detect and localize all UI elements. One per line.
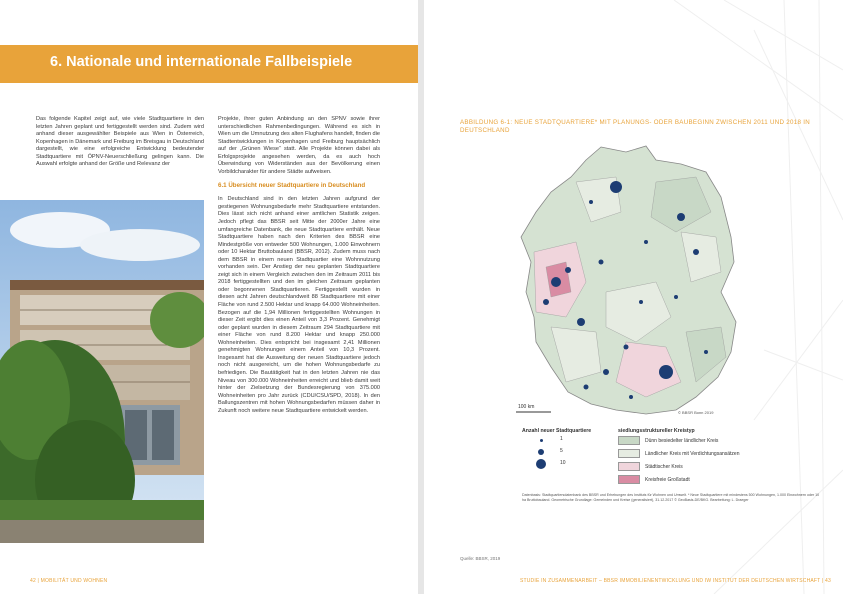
legend-type-row xyxy=(618,449,838,460)
legend-size-label: 10 xyxy=(560,460,566,466)
map-copyright: © BBSR Bonn 2019 xyxy=(678,410,714,415)
chapter-heading: 6. Nationale und internationale Fallbeispiele xyxy=(50,54,353,70)
legend-swatch xyxy=(618,475,640,484)
legend-count-title: Anzahl neuer Stadtquartiere xyxy=(522,428,592,434)
legend-type-row xyxy=(618,475,838,486)
city-marker xyxy=(693,249,699,255)
footer-right: STUDIE IN ZUSAMMENARBEIT – BBSR IMMOBILIENENTWICKLUNG UND IW INSTITUT DER DEUTSCHEN WIRTSCHAFT | 43 xyxy=(519,578,831,584)
city-marker xyxy=(677,213,685,221)
city-marker xyxy=(599,260,604,265)
legend-type-label: Kreisfreie Großstadt xyxy=(645,477,690,483)
city-marker xyxy=(551,277,561,287)
legend-type-label: Ländlicher Kreis mit Verdichtungsansätzen xyxy=(645,451,740,457)
city-marker xyxy=(565,267,571,273)
city-marker xyxy=(644,240,648,244)
city-marker xyxy=(603,369,609,375)
legend-swatch xyxy=(618,449,640,458)
city-marker xyxy=(629,395,633,399)
city-marker xyxy=(674,295,678,299)
legend-size-label: 5 xyxy=(560,448,563,454)
body-paragraph: In Deutschland sind in den letzten Jahren aufgrund der gestiegenen Wohnungsbedarfe mehr Stadtquartiere entstanden. Dies lässt sich nicht anhand einer amtlichen Statistik zeigen. Jedoch pflegt das BBSR seit Mitte der 2000er Jahre eine umfangreiche Datenbank, die neue Stadtquartiere enthält. Neue Stadtquartiere haben nach den Kriterien des BBSR eine Mindestgröße von entweder 500 Wohnungen, 1.000 Einwohnern oder 10 Hektar Bruttobauland (BBSR, 2012). Zudem muss nach dem BBSR in einem neuen Stadtquartier eine Wohnnutzung vorhanden sein. Der Anstieg der neu geplanten Stadtquartiere zeigt sich in einem Vergleich zwischen den im Zeitraum 2011 bis 2018 fertiggestellten und den im gleichen Zeitraum geplanten oder begonnenen Stadtquartieren. Fertiggestellt wurden in diesen acht Jahren deutschlandweit 88 Stadtquartiere mit einer Fläche von rund 2.500 Hektar und knapp 64.000 Wohneinheiten. Bezogen auf die 1,94 Millionen fertiggestellten Wohnungen in dieser Zeit ergibt dies einen Anteil von 3,3 Prozent. Genehmigt oder geplant wurden in diesem Zeitraum 294 Stadtquartiere mit einer Fläche von rund 8.200 Hektar und knapp 250.000 Wohneinheiten. Dies entspricht bei insgesamt 2,41 Millionen genehmigten Wohnungen einem Anteil von 10,3 Prozent. Insgesamt hat die Ausweitung der neuen Stadtquartiere jedoch noch nicht ausgereicht, um die hohen Wohnungsbedarfe zu befriedigen. Die Bautätigkeit hat in den letzten Jahren nie das Niveau von 300.000 Wohneinheiten erreicht und blieb damit weit hinter der Zielsetzung der Bundesregierung von 375.000 Wohneinheiten pro Jahr zurück (CDU/CSU/SPD, 2018). In den Ballungszentren mit hohen Wohnungsbedarfen müssen daher in Zukunft noch weitere neue Stadtquartiere entwickelt werden. xyxy=(218,196,380,414)
city-marker xyxy=(577,318,585,326)
legend-types xyxy=(618,428,838,486)
legend-size-row xyxy=(522,446,612,458)
figure-title: ABBILDUNG 6-1: NEUE STADTQUARTIERE* MIT PLANUNGS- ODER BAUBEGINN ZWISCHEN 2011 UND 2018 IN DEUTSCHLAND xyxy=(460,119,811,134)
section-subheading: 6.1 Übersicht neuer Stadtquartiere in Deutschland xyxy=(218,182,366,190)
city-marker xyxy=(624,345,629,350)
germany-map xyxy=(506,142,746,422)
body-column xyxy=(218,116,380,415)
scale-label: 100 km xyxy=(518,404,535,410)
city-marker xyxy=(584,385,589,390)
legend-type-label: Dünn besiedelter ländlicher Kreis xyxy=(645,438,719,444)
legend-type-row xyxy=(618,436,838,447)
footer-left: 42 | MOBILITÄT UND WOHNEN xyxy=(30,578,108,584)
city-marker xyxy=(543,299,549,305)
intro-column xyxy=(36,116,204,169)
map-notes: Datenbasis: Stadtquartiersdatenbank des BBSR und Erhebungen des Instituts für Wohnen und Umwelt. * Neue Stadtquartiere mit mindestens 500 Wohnungen, 1.000 Einwohnern oder 10 ha Bruttobauland. Geometrische Grundlage: Gemeinden und Kreise (generalisiert), 31.12.2017 © GeoBasis-DE/BKG. Bearbeitung: L. Draeger xyxy=(522,493,820,502)
legend-count xyxy=(522,428,612,470)
building-photo xyxy=(0,200,204,543)
intro-paragraph: Das folgende Kapitel zeigt auf, wie viele Stadtquartiere in den letzten Jahren geplant und fertiggestellt werden sind. Zudem wird anhand dieser ausgewählter Beispiele aus Wien in Österreich, Kopenhagen in Dänemark und Freiburg im Breisgau in Deutschland dargestellt, wie eine erfolgreiche Entwicklung bedeutender Stadtquartiere mit ÖPNV-Neuerschließung gelingen kann. Die Auswahl erfolgte anhand der Größe und Relevanz der xyxy=(36,116,204,168)
city-marker xyxy=(610,181,622,193)
legend-swatch xyxy=(618,462,640,471)
size-dot-large xyxy=(536,459,546,469)
size-dot-small xyxy=(540,439,543,442)
city-marker xyxy=(589,200,593,204)
legend-size-row xyxy=(522,434,612,446)
legend-types-title: siedlungsstruktureller Kreistyp xyxy=(618,428,695,434)
chapter-heading-band xyxy=(0,45,418,83)
legend-size-label: 1 xyxy=(560,436,563,442)
legend-swatch xyxy=(618,436,640,445)
city-marker xyxy=(639,300,643,304)
right-page xyxy=(424,0,843,594)
figure-source: Quelle: BBSR, 2019 xyxy=(460,556,501,561)
legend-size-row xyxy=(522,458,612,470)
legend-type-row xyxy=(618,462,838,473)
left-page xyxy=(0,0,418,594)
city-marker xyxy=(704,350,708,354)
city-marker xyxy=(659,365,673,379)
legend-type-label: Städtischer Kreis xyxy=(645,464,683,470)
intro-paragraph-continued: Projekte, ihrer guten Anbindung an den SPNV sowie ihrer unterschiedlichen Rahmenbedingungen. Während es sich in Wien um die Umnutzung des alten Flughafens handelt, finden die Stadtentwicklungen in Kopenhagen und Freiburg hauptsächlich auf der „Grünen Wiese“ statt. Alle Projekte können dabei als Erfolgsprojekte angesehen werden, da es auch hoch Überwindung von Widerständen aus der Bevölkerung einen Vorbildcharakter für andere Städte aufweisen. xyxy=(218,116,381,175)
size-dot-medium xyxy=(538,449,544,455)
